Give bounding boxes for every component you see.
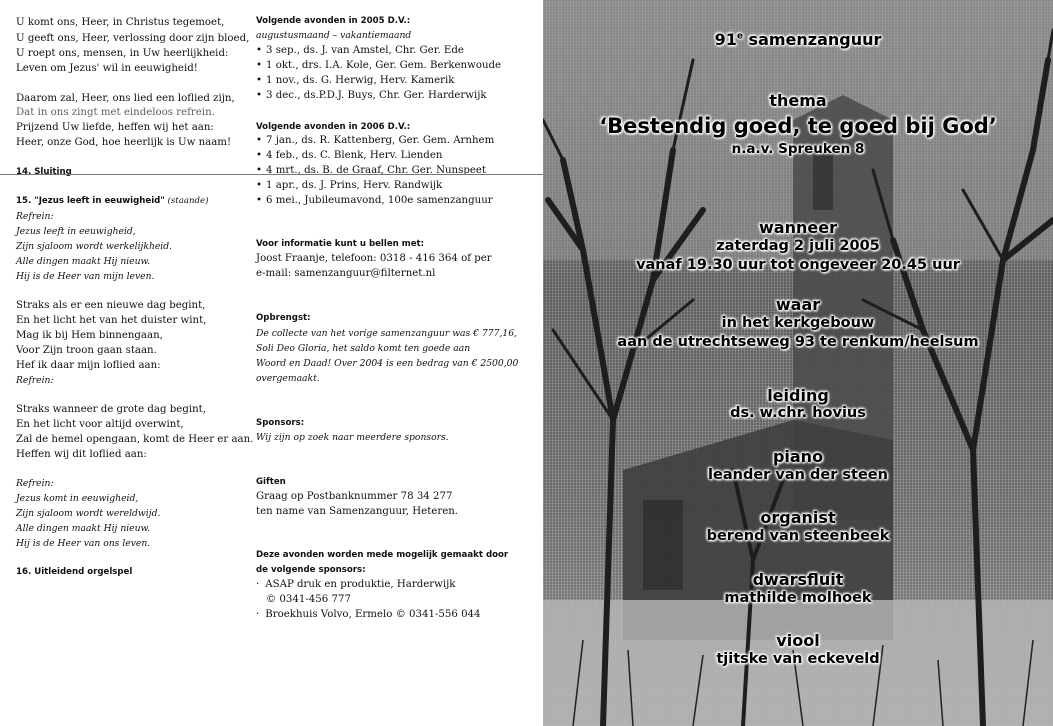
evening-2006-item: • 4 mrt., ds. B. de Graaf, Chr. Ger. Nunspeet xyxy=(256,164,486,177)
verse-b-line: Dat in ons zingt met eindeloos refrein. xyxy=(16,107,215,118)
evening-2006-item: • 1 apr., ds. J. Prins, Herv. Randwijk xyxy=(256,179,442,192)
event-time: vanaf 19.30 uur tot ongeveer 20.45 uur xyxy=(636,257,960,273)
info-line: e-mail: samenzanguur@filternet.nl xyxy=(256,268,436,279)
place-line: in het kerkgebouw xyxy=(721,315,875,331)
sponsor-item: · Broekhuis Volvo, Ermelo © 0341-556 044 xyxy=(256,608,481,621)
verse-a-line: U komt ons, Heer, in Christus tegemoet, xyxy=(16,17,225,28)
opbrengst-line: Woord en Daad! Over 2004 is een bedrag van € 2500,00 xyxy=(256,358,519,369)
verse-d-line: Zal de hemel opengaan, komt de Heer er aan. xyxy=(16,434,254,445)
edition-suffix: e xyxy=(736,31,743,42)
verse-c-line: En het licht het van het duister wint, xyxy=(16,315,207,326)
piano-name: leander van der steen xyxy=(708,467,888,483)
evening-2005-item: • 1 okt., drs. I.A. Kole, Ger. Gem. Berkenwoude xyxy=(256,59,501,72)
info-heading: Voor informatie kunt u bellen met: xyxy=(256,239,425,249)
place-line: aan de utrechtseweg 93 te renkum/heelsum xyxy=(617,334,979,350)
organist-name: berend van steenbeek xyxy=(706,528,890,544)
giften-heading: Giften xyxy=(256,477,286,487)
verse-b-line: Daarom zal, Heer, ons lied een loflied zijn, xyxy=(16,93,235,104)
waar-label: waar xyxy=(775,295,821,314)
subheading-2005: augustusmaand – vakantiemaand xyxy=(256,30,412,41)
refrain-line: Alle dingen maakt Hij nieuw. xyxy=(16,523,151,534)
sponsor-phone: © 0341-456 777 xyxy=(266,594,351,605)
sponsors-text: Wij zijn op zoek naar meerdere sponsors. xyxy=(256,432,449,443)
dwarsfluit-label: dwarsfluit xyxy=(752,570,844,589)
giften-line: ten name van Samenzanguur, Heteren. xyxy=(256,506,459,517)
verse-a-line: Leven om Jezus' wil in eeuwigheid! xyxy=(16,63,198,74)
event-date: zaterdag 2 juli 2005 xyxy=(716,238,880,254)
info-line: Joost Fraanje, telefoon: 0318 - 416 364 of per xyxy=(256,253,492,264)
opbrengst-heading: Opbrengst: xyxy=(256,313,311,323)
wanneer-label: wanneer xyxy=(759,218,837,237)
evening-2005-item: • 3 dec., ds.P.D.J. Buys, Chr. Ger. Harderwijk xyxy=(256,89,487,102)
sponsors-heading: Sponsors: xyxy=(256,418,305,428)
sponsor-list-heading: Deze avonden worden mede mogelijk gemaakt door xyxy=(256,550,509,560)
thema-label: thema xyxy=(769,91,827,110)
leiding-name: ds. w.chr. hovius xyxy=(730,405,866,421)
refrain-line: Hij is de Heer van mijn leven. xyxy=(16,271,155,282)
item-16-heading: 16. Uitleidend orgelspel xyxy=(16,567,133,577)
refrain-label: Refrein: xyxy=(16,211,54,222)
item-15-title: 15. "Jezus leeft in eeuwigheid" xyxy=(16,196,165,206)
refrain-line: Zijn sjaloom wordt werkelijkheid. xyxy=(16,241,173,252)
verse-d-line: En het licht voor altijd overwint, xyxy=(16,419,184,430)
item-15-heading xyxy=(16,195,208,208)
evening-2005-item: • 3 sep., ds. J. van Amstel, Chr. Ger. Ede xyxy=(256,44,464,57)
dwarsfluit-name: mathilde molhoek xyxy=(724,590,872,606)
evening-2006-item: • 7 jan., ds. R. Kattenberg, Ger. Gem. Arnhem xyxy=(256,134,494,147)
thema-title: ‘Bestendig goed, te goed bij God’ xyxy=(599,114,997,138)
sponsor-item: · ASAP druk en produktie, Harderwijk xyxy=(256,578,455,591)
verse-b-line: Heer, onze God, hoe heerlijk is Uw naam! xyxy=(16,137,232,148)
heading-2005: Volgende avonden in 2005 D.V.: xyxy=(256,16,411,26)
sponsor-list-heading: de volgende sponsors: xyxy=(256,565,366,575)
giften-line: Graag op Postbanknummer 78 34 277 xyxy=(256,491,453,502)
piano-label: piano xyxy=(772,447,824,466)
item-14-heading: 14. Sluiting xyxy=(16,167,72,177)
evening-2005-item: • 1 nov., ds. G. Herwig, Herv. Kamerik xyxy=(256,74,454,87)
refrain-line: Jezus komt in eeuwigheid, xyxy=(16,493,139,504)
verse-c-line: Hef ik daar mijn loflied aan: xyxy=(16,360,161,371)
leiding-label: leiding xyxy=(767,386,829,405)
organist-label: organist xyxy=(760,508,836,527)
verse-c-line: Voor Zijn troon gaan staan. xyxy=(16,345,157,356)
refrain-line: Alle dingen maakt Hij nieuw. xyxy=(16,256,151,267)
evening-2006-item: • 4 feb., ds. C. Blenk, Herv. Lienden xyxy=(256,149,442,162)
evening-2006-item: • 6 mei., Jubileumavond, 100e samenzanguur xyxy=(256,194,493,207)
refrain-line: Hij is de Heer van ons leven. xyxy=(16,538,151,549)
thema-subtitle: n.a.v. Spreuken 8 xyxy=(731,141,865,157)
opbrengst-line: De collecte van het vorige samenzanguur was € 777,16, xyxy=(256,328,518,339)
item-15-note: (staande) xyxy=(167,196,209,206)
edition-number: 91 xyxy=(714,30,737,49)
opbrengst-line: Soli Deo Gloria, het saldo komt ten goede aan xyxy=(256,343,471,354)
refrain-label: Refrein: xyxy=(16,375,54,386)
refrain-line: Zijn sjaloom wordt wereldwijd. xyxy=(16,508,161,519)
refrain-label: Refrein: xyxy=(16,478,54,489)
viool-label: viool xyxy=(776,631,820,650)
verse-c-line: Straks als er een nieuwe dag begint, xyxy=(16,300,206,311)
heading-2006: Volgende avonden in 2006 D.V.: xyxy=(256,122,411,132)
edition-heading xyxy=(543,30,1053,49)
verse-d-line: Straks wanneer de grote dag begint, xyxy=(16,404,206,415)
verse-a-line: U roept ons, mensen, in Uw heerlijkheid: xyxy=(16,48,229,59)
opbrengst-line: overgemaakt. xyxy=(256,373,320,384)
viool-name: tjitske van eckeveld xyxy=(716,651,880,667)
edition-text: samenzanguur xyxy=(748,30,882,49)
verse-b-line: Prijzend Uw liefde, heffen wij het aan: xyxy=(16,122,214,133)
refrain-line: Jezus leeft in eeuwigheid, xyxy=(16,226,136,237)
verse-c-line: Mag ik bij Hem binnengaan, xyxy=(16,330,163,341)
verse-a-line: U geeft ons, Heer, verlossing door zijn bloed, xyxy=(16,33,250,44)
fold-line xyxy=(0,174,543,175)
poster-panel xyxy=(543,0,1053,726)
verse-d-line: Heffen wij dit loflied aan: xyxy=(16,449,147,460)
